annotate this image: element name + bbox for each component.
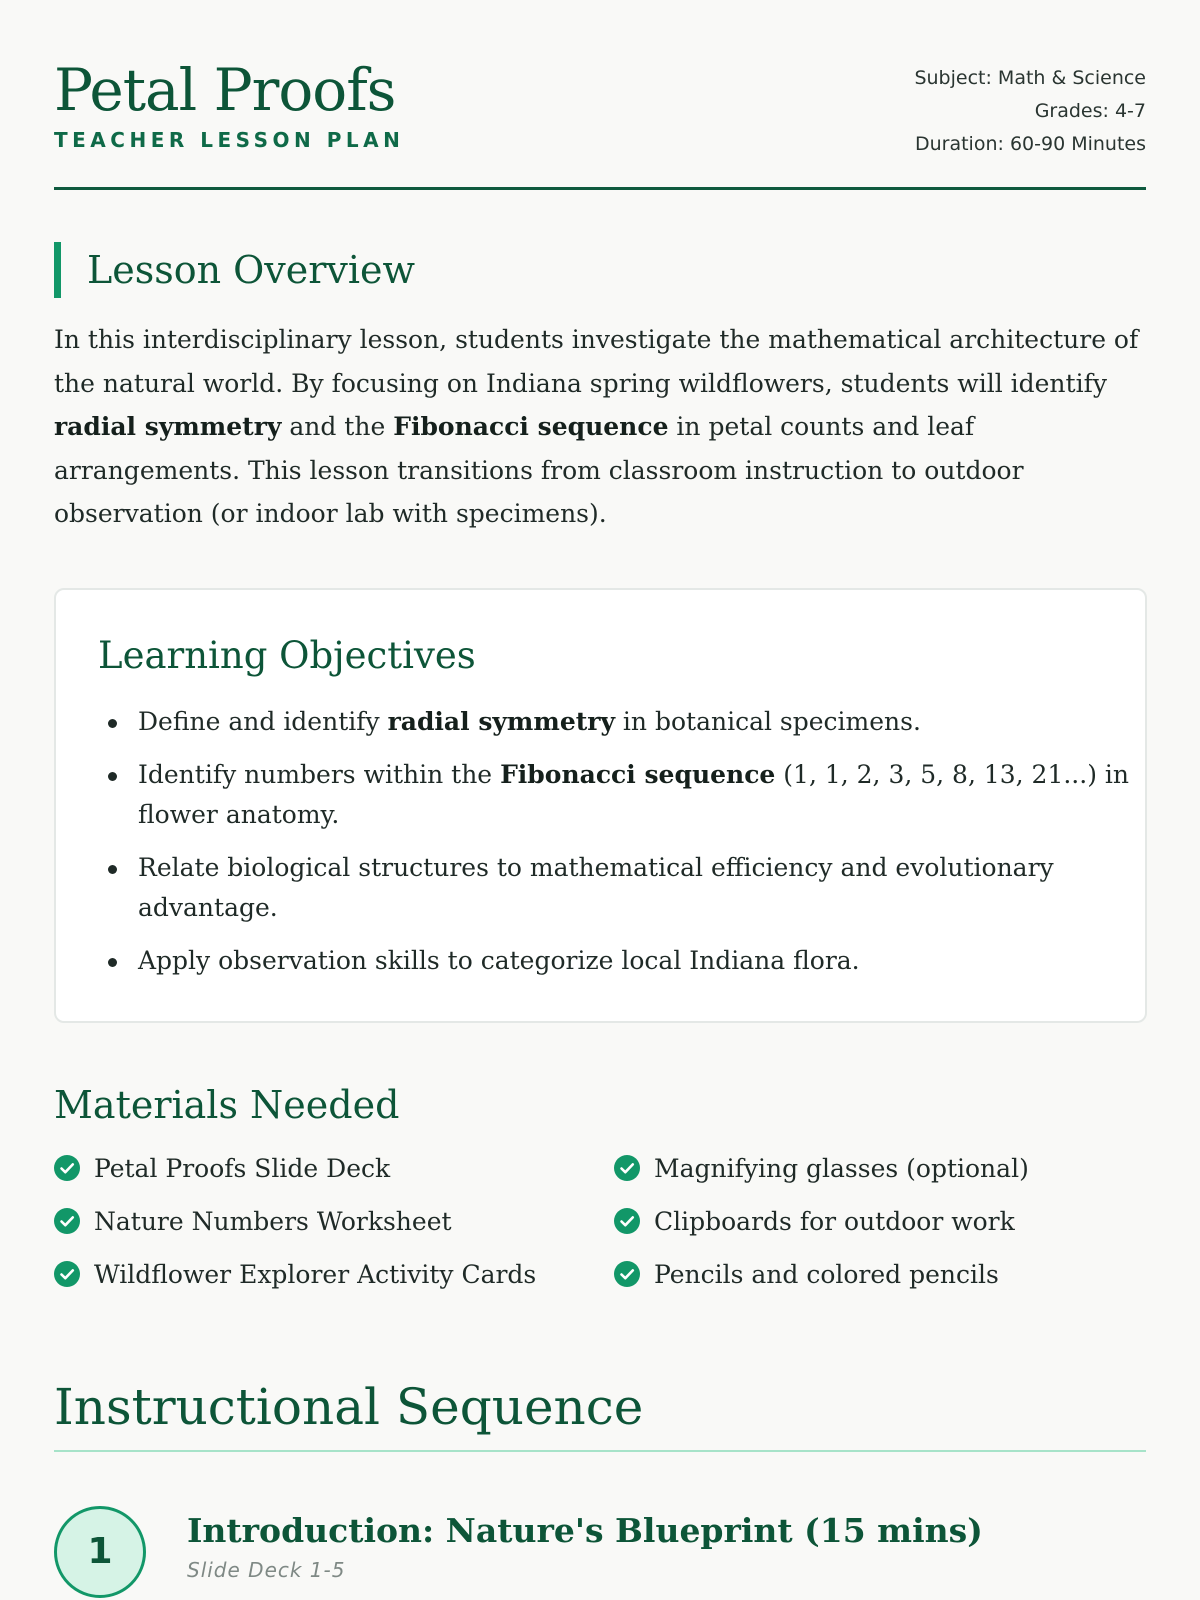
check-circle-icon <box>54 1155 80 1181</box>
objective-item <box>138 702 1138 742</box>
overview-paragraph <box>54 318 1146 536</box>
meta-grades: Grades: 4-7 <box>1034 100 1146 122</box>
material-label: Pencils and colored pencils <box>654 1259 999 1289</box>
check-circle-icon <box>614 1155 640 1181</box>
material-label: Petal Proofs Slide Deck <box>94 1153 391 1183</box>
material-item <box>54 1148 614 1188</box>
meta-duration: Duration: 60-90 Minutes <box>914 133 1146 155</box>
material-item <box>614 1148 1146 1188</box>
step-number-badge: 1 <box>54 1506 146 1598</box>
sequence-heading: Instructional Sequence <box>54 1372 1146 1452</box>
page-subtitle: TEACHER LESSON PLAN <box>54 128 405 152</box>
material-label: Wildflower Explorer Activity Cards <box>94 1259 537 1289</box>
overview-text-1: In this interdisciplinary lesson, students investigate the mathematical architecture of the natural world. By focusing on Indiana spring wildflowers, students will identify <box>54 325 1139 398</box>
overview-heading: Lesson Overview <box>54 242 415 298</box>
check-circle-icon <box>54 1208 80 1234</box>
objective-3-text: Relate biological structures to mathematical efficiency and evolutionary advantage. <box>138 853 1054 922</box>
material-label: Magnifying glasses (optional) <box>654 1153 1029 1183</box>
objective-item <box>138 848 1138 928</box>
step-title: Introduction: Nature's Blueprint (15 mins) <box>187 1511 983 1550</box>
check-circle-icon <box>54 1261 80 1287</box>
materials-list <box>54 1148 1146 1294</box>
page-title: Petal Proofs <box>54 56 396 124</box>
objective-1-text-pre: Define and identify <box>138 707 388 736</box>
objective-2-text-post: (1, 1, 2, 3, 5, 8, 13, 21...) in flower anatomy. <box>138 760 1129 829</box>
objective-1-bold: radial symmetry <box>387 707 615 736</box>
overview-bold-radial: radial symmetry <box>54 412 282 441</box>
meta-subject: Subject: Math & Science <box>914 67 1146 89</box>
objective-2-text-pre: Identify numbers within the <box>138 760 501 789</box>
overview-text-2: and the <box>281 412 394 441</box>
page-header <box>54 0 1146 190</box>
material-label: Clipboards for outdoor work <box>654 1206 1015 1236</box>
objective-1-text-post: in botanical specimens. <box>614 707 921 736</box>
objective-4-text: Apply observation skills to categorize local Indiana flora. <box>138 946 860 975</box>
material-item <box>54 1254 614 1294</box>
objective-item <box>138 755 1138 835</box>
material-item <box>614 1201 1146 1241</box>
check-circle-icon <box>614 1261 640 1287</box>
material-item <box>614 1254 1146 1294</box>
material-label: Nature Numbers Worksheet <box>94 1206 452 1236</box>
objectives-list <box>98 702 1138 994</box>
overview-text-3: in petal counts and leaf arrangements. This lesson transitions from classroom instruction to outdoor observation (or indoor lab with specimens). <box>54 412 1024 528</box>
objectives-heading: Learning Objectives <box>98 634 476 677</box>
objectives-card <box>54 588 1147 1023</box>
materials-heading: Materials Needed <box>54 1083 400 1127</box>
material-item <box>54 1201 614 1241</box>
sequence-step <box>54 1506 1146 1600</box>
step-subtitle: Slide Deck 1-5 <box>187 1558 346 1582</box>
objective-2-bold: Fibonacci sequence <box>500 760 776 789</box>
check-circle-icon <box>614 1208 640 1234</box>
objective-item <box>138 941 1138 981</box>
lesson-meta <box>914 62 1146 161</box>
overview-bold-fibonacci: Fibonacci sequence <box>393 412 669 441</box>
